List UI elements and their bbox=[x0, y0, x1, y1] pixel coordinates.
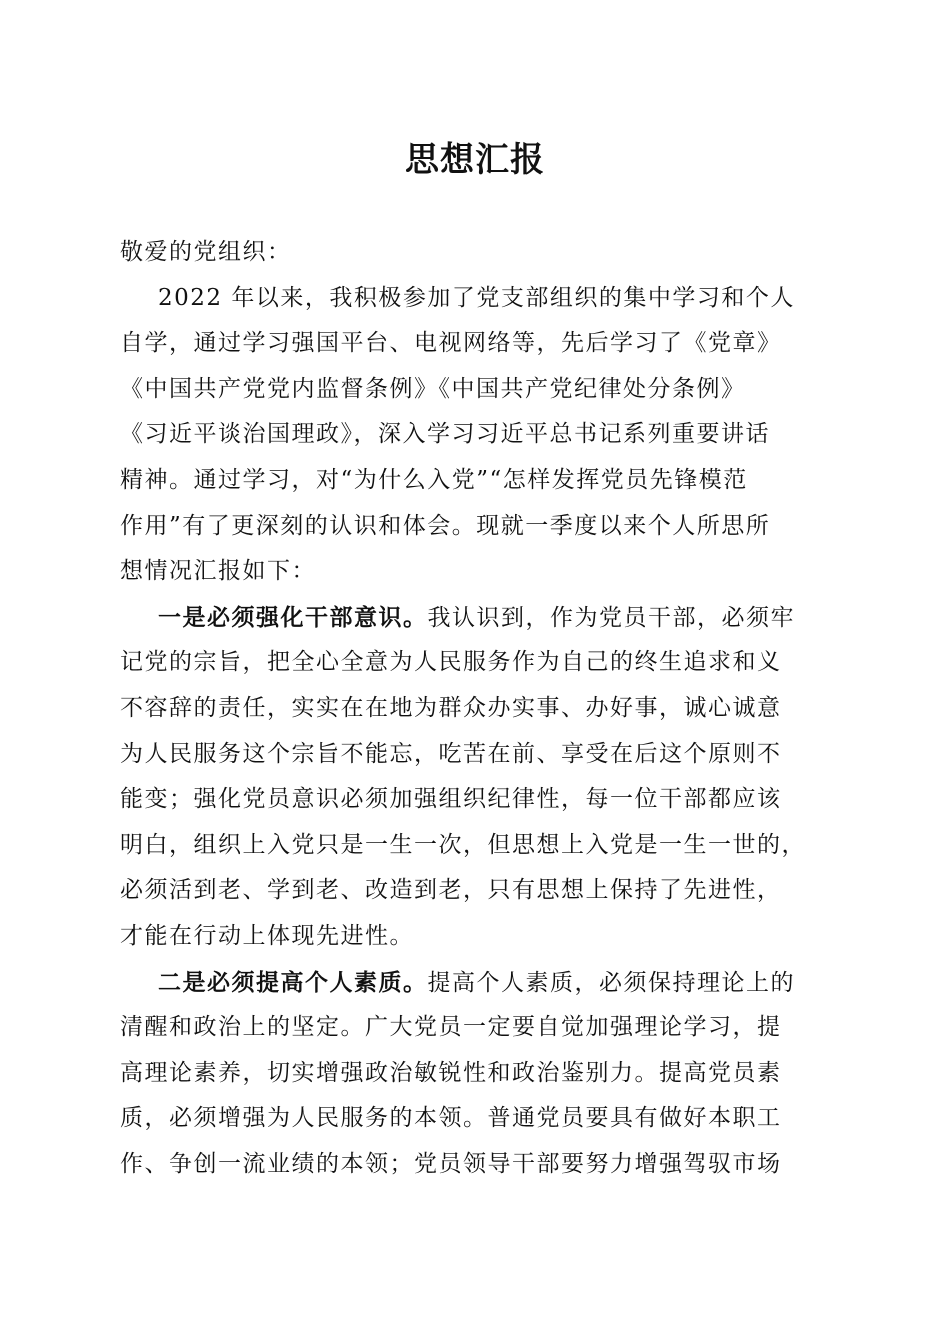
paragraph-text: 我认识到，作为党员干部，必须牢 bbox=[427, 604, 795, 631]
paragraph-line: 《习近平谈治国理政》，深入学习习近平总书记系列重要讲话 bbox=[120, 421, 770, 448]
document-title: 思想汇报 bbox=[405, 140, 545, 180]
paragraph-line: 清醒和政治上的坚定。广大党员一定要自觉加强理论学习，提 bbox=[120, 1014, 782, 1041]
paragraph-line bbox=[120, 960, 836, 1006]
paragraph-line: 为人民服务这个宗旨不能忘，吃苦在前、享受在后这个原则不 bbox=[120, 740, 782, 767]
document-body bbox=[120, 230, 836, 1187]
paragraph-line: 精神。通过学习，对“为什么入党”“怎样发挥党员先锋模范 bbox=[120, 466, 748, 493]
paragraph-line: 能变；强化党员意识必须加强组织纪律性，每一位干部都应该 bbox=[120, 786, 782, 813]
paragraph-3 bbox=[120, 960, 836, 1188]
paragraph-line: 高理论素养，切实增强政治敏锐性和政治鉴别力。提高党员素 bbox=[120, 1059, 782, 1086]
paragraph-line: 必须活到老、学到老、改造到老，只有思想上保持了先进性， bbox=[120, 877, 782, 904]
salutation: 敬爱的党组织： bbox=[120, 239, 292, 265]
paragraph-line: 记党的宗旨，把全心全意为人民服务作为自己的终生追求和义 bbox=[120, 649, 782, 676]
paragraph-heading: 二是必须提高个人素质。 bbox=[158, 968, 428, 996]
paragraph-line: 明白，组织上入党只是一生一次，但思想上入党是一生一世的， bbox=[120, 831, 806, 858]
paragraph-line: 质，必须增强为人民服务的本领。普通党员要具有做好本职工 bbox=[120, 1105, 782, 1132]
paragraph-text: 提高个人素质，必须保持理论上的 bbox=[427, 969, 795, 996]
paragraph-line: 想情况汇报如下： bbox=[120, 558, 316, 585]
paragraph-heading: 一是必须强化干部意识。 bbox=[158, 603, 428, 631]
paragraph-line: 不容辞的责任，实实在在地为群众办实事、办好事，诚心诚意 bbox=[120, 694, 782, 721]
paragraph-line: 自学，通过学习强国平台、电视网络等，先后学习了《党章》 bbox=[120, 330, 782, 357]
paragraph-1 bbox=[120, 276, 836, 595]
paragraph-2 bbox=[120, 595, 836, 960]
paragraph-line bbox=[120, 595, 836, 641]
paragraph-line: 2022 年以来，我积极参加了党支部组织的集中学习和个人 bbox=[158, 284, 795, 311]
paragraph-line: 才能在行动上体现先进性。 bbox=[120, 922, 414, 949]
paragraph-line: 《中国共产党党内监督条例》《中国共产党纪律处分条例》 bbox=[120, 375, 746, 402]
paragraph-line: 作、争创一流业绩的本领；党员领导干部要努力增强驾驭市场 bbox=[120, 1150, 782, 1177]
paragraph-line: 作用”有了更深刻的认识和体会。现就一季度以来个人所思所 bbox=[120, 512, 771, 539]
